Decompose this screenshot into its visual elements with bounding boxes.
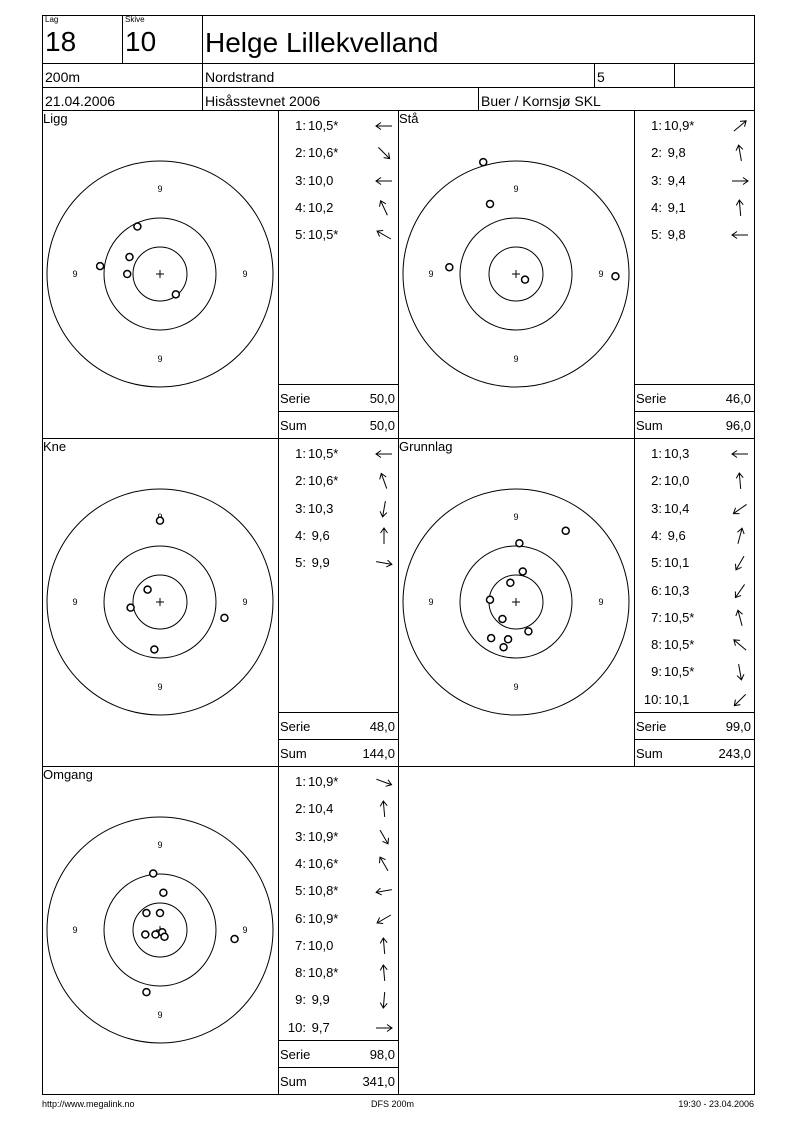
shot-number: 3: bbox=[651, 500, 662, 516]
shot-number: 4: bbox=[651, 199, 662, 215]
shot-hole bbox=[161, 933, 168, 940]
shot-score: 10,5* bbox=[664, 664, 695, 680]
shot-score: 10,6* bbox=[308, 145, 339, 161]
event-name: Hisåsstevnet 2006 bbox=[205, 93, 321, 109]
direction-arrow-icon bbox=[730, 662, 750, 682]
shot-score: 10,9* bbox=[308, 910, 339, 926]
shot-score: 10,3 bbox=[664, 582, 690, 598]
direction-arrow-icon bbox=[730, 171, 750, 191]
shot-hole bbox=[157, 910, 164, 917]
shot-number: 1: bbox=[651, 118, 662, 133]
panel-title: Omgang bbox=[43, 767, 93, 782]
direction-arrow-icon bbox=[374, 990, 394, 1010]
shot-score: 10,5* bbox=[308, 446, 339, 461]
shot-hole bbox=[127, 604, 134, 611]
shot-hole bbox=[172, 291, 179, 298]
shot-number: 5: bbox=[295, 883, 306, 899]
ring-label: 9 bbox=[72, 269, 78, 279]
shot-number: 7: bbox=[295, 937, 306, 953]
direction-arrow-icon bbox=[374, 854, 394, 874]
direction-arrow-icon bbox=[374, 471, 394, 491]
serie-label: Serie bbox=[280, 391, 311, 406]
grid-line bbox=[278, 438, 279, 766]
skive-label: Skive bbox=[125, 15, 145, 24]
shot-score: 10,6* bbox=[308, 473, 339, 489]
shot-score: 10,5* bbox=[664, 637, 695, 653]
serie-value: 46,0 bbox=[725, 391, 751, 406]
sum-label: Sum bbox=[636, 746, 663, 761]
footer-url: http://www.megalink.no bbox=[42, 1099, 135, 1109]
shot-hole bbox=[499, 615, 506, 622]
grid-line bbox=[398, 766, 399, 1094]
shot-hole bbox=[221, 614, 228, 621]
direction-arrow-icon bbox=[730, 198, 750, 218]
shot-score: 9,4 bbox=[664, 172, 686, 188]
shot-hole bbox=[150, 870, 157, 877]
shot-number: 2: bbox=[651, 145, 662, 161]
direction-arrow-icon bbox=[374, 772, 394, 792]
shot-number: 6: bbox=[295, 910, 306, 926]
shot-number: 4: bbox=[651, 527, 662, 543]
shot-number: 4: bbox=[295, 199, 306, 215]
direction-arrow-icon bbox=[730, 444, 750, 464]
grid-line bbox=[278, 411, 398, 412]
direction-arrow-icon bbox=[374, 171, 394, 191]
shot-score: 10,8* bbox=[308, 965, 339, 981]
panel-title: Kne bbox=[43, 439, 67, 454]
grid-line bbox=[398, 766, 755, 767]
shot-number: 3: bbox=[651, 172, 662, 188]
shot-score: 10,4 bbox=[308, 801, 334, 817]
direction-arrow-icon bbox=[374, 827, 394, 847]
sum-label: Sum bbox=[280, 746, 307, 761]
shot-hole bbox=[134, 223, 141, 230]
direction-arrow-icon bbox=[374, 526, 394, 546]
shot-score: 9,1 bbox=[664, 199, 686, 215]
shot-number: 8: bbox=[295, 965, 306, 981]
shot-score: 9,8 bbox=[664, 227, 686, 243]
grid-line bbox=[634, 739, 754, 740]
serie-label: Serie bbox=[636, 391, 667, 406]
footer-class: DFS 200m bbox=[371, 1099, 415, 1109]
serie-label: Serie bbox=[636, 719, 667, 734]
sum-label: Sum bbox=[280, 1074, 307, 1089]
shot-score: 10,4 bbox=[664, 500, 690, 516]
direction-arrow-icon bbox=[730, 225, 750, 245]
shot-number: 2: bbox=[295, 473, 306, 489]
footer-timestamp: 19:30 - 23.04.2006 bbox=[678, 1099, 754, 1109]
shot-number: 5: bbox=[295, 555, 306, 571]
ring-label: 9 bbox=[428, 597, 434, 607]
shot-score: 10,9* bbox=[308, 828, 339, 844]
shot-hole bbox=[152, 931, 159, 938]
lag-label: Lag bbox=[45, 15, 59, 24]
shot-hole bbox=[612, 273, 619, 280]
ring-label: 9 bbox=[157, 354, 163, 364]
shot-score: 10,0 bbox=[308, 937, 334, 953]
serie-value: 98,0 bbox=[369, 1047, 395, 1062]
shot-hole bbox=[519, 568, 526, 575]
direction-arrow-icon bbox=[730, 526, 750, 546]
shot-number: 5: bbox=[295, 227, 306, 243]
target-diagram bbox=[42, 438, 278, 766]
skive-value: 10 bbox=[125, 26, 157, 57]
shot-number: 6: bbox=[651, 582, 662, 598]
shooter-name: Helge Lillekvelland bbox=[205, 27, 439, 58]
ring-label: 9 bbox=[513, 682, 519, 692]
ring-label: 9 bbox=[513, 354, 519, 364]
grid-line bbox=[278, 766, 279, 1094]
direction-arrow-icon bbox=[730, 553, 750, 573]
shot-score: 10,2 bbox=[308, 199, 334, 215]
shot-score: 9,6 bbox=[308, 527, 330, 543]
shot-number: 5: bbox=[651, 227, 662, 243]
direction-arrow-icon bbox=[730, 608, 750, 628]
shot-number: 1: bbox=[295, 446, 306, 461]
shot-number: 1: bbox=[295, 774, 306, 789]
direction-arrow-icon bbox=[374, 881, 394, 901]
shot-number: 2: bbox=[295, 801, 306, 817]
shot-hole bbox=[562, 527, 569, 534]
shot-number: 7: bbox=[651, 609, 662, 625]
event-date: 21.04.2006 bbox=[45, 93, 116, 109]
grid-line bbox=[634, 384, 754, 385]
shot-number: 3: bbox=[295, 500, 306, 516]
shot-hole bbox=[157, 517, 164, 524]
shot-hole bbox=[97, 263, 104, 270]
target-diagram bbox=[398, 110, 634, 438]
shot-hole bbox=[525, 628, 532, 635]
shot-score: 9,8 bbox=[664, 145, 686, 161]
serie-value: 48,0 bbox=[369, 719, 395, 734]
direction-arrow-icon bbox=[374, 499, 394, 519]
shot-number: 1: bbox=[651, 446, 662, 461]
club-name: Nordstrand bbox=[205, 69, 275, 85]
direction-arrow-icon bbox=[730, 143, 750, 163]
shot-hole bbox=[151, 646, 158, 653]
ring-label: 9 bbox=[428, 269, 434, 279]
shot-hole bbox=[500, 644, 507, 651]
shot-hole bbox=[143, 989, 150, 996]
sum-value: 96,0 bbox=[725, 418, 751, 433]
shot-score: 9,9 bbox=[308, 992, 330, 1008]
shot-score: 10,5* bbox=[664, 609, 695, 625]
shot-number: 2: bbox=[295, 145, 306, 161]
grid-line bbox=[754, 110, 755, 438]
direction-arrow-icon bbox=[374, 553, 394, 573]
field-five: 5 bbox=[597, 69, 605, 85]
ring-label: 9 bbox=[513, 184, 519, 194]
grid-line bbox=[278, 384, 398, 385]
direction-arrow-icon bbox=[730, 116, 750, 136]
shot-hole bbox=[480, 159, 487, 166]
shot-hole bbox=[446, 264, 453, 271]
direction-arrow-icon bbox=[374, 799, 394, 819]
shot-hole bbox=[488, 635, 495, 642]
sum-label: Sum bbox=[280, 418, 307, 433]
sum-value: 243,0 bbox=[718, 746, 751, 761]
target-diagram bbox=[42, 110, 278, 438]
shot-number: 5: bbox=[651, 555, 662, 571]
sum-value: 50,0 bbox=[369, 418, 395, 433]
shot-score: 10,3 bbox=[664, 446, 690, 461]
direction-arrow-icon bbox=[374, 225, 394, 245]
sum-label: Sum bbox=[636, 418, 663, 433]
shot-hole bbox=[143, 910, 150, 917]
shot-score: 10,5* bbox=[308, 118, 339, 133]
shot-hole bbox=[505, 636, 512, 643]
grid-line bbox=[634, 438, 635, 766]
ring-label: 9 bbox=[598, 269, 604, 279]
grid-line bbox=[278, 739, 398, 740]
ring-label: 9 bbox=[242, 925, 248, 935]
shot-number: 4: bbox=[295, 855, 306, 871]
direction-arrow-icon bbox=[730, 499, 750, 519]
shot-score: 10,0 bbox=[308, 172, 334, 188]
shot-number: 4: bbox=[295, 527, 306, 543]
shot-number: 9: bbox=[651, 664, 662, 680]
sum-value: 144,0 bbox=[362, 746, 395, 761]
shot-number: 8: bbox=[651, 637, 662, 653]
shot-hole bbox=[231, 936, 238, 943]
direction-arrow-icon bbox=[730, 471, 750, 491]
shot-number: 3: bbox=[295, 172, 306, 188]
direction-arrow-icon bbox=[374, 963, 394, 983]
grid-line bbox=[634, 411, 754, 412]
direction-arrow-icon bbox=[374, 116, 394, 136]
ring-label: 9 bbox=[72, 925, 78, 935]
shot-score: 10,3 bbox=[308, 500, 334, 516]
shot-score: 9,6 bbox=[664, 527, 686, 543]
shot-number: 10: bbox=[287, 1019, 306, 1035]
serie-label: Serie bbox=[280, 1047, 311, 1062]
shot-hole bbox=[516, 540, 523, 547]
grid-line bbox=[278, 1067, 398, 1068]
ring-label: 9 bbox=[157, 682, 163, 692]
shot-hole bbox=[160, 889, 167, 896]
shot-number: 10: bbox=[643, 691, 662, 707]
grid-line bbox=[278, 712, 398, 713]
serie-value: 50,0 bbox=[369, 391, 395, 406]
ring-label: 9 bbox=[242, 597, 248, 607]
serie-label: Serie bbox=[280, 719, 311, 734]
shot-score: 10,0 bbox=[664, 473, 690, 489]
direction-arrow-icon bbox=[374, 444, 394, 464]
direction-arrow-icon bbox=[374, 936, 394, 956]
direction-arrow-icon bbox=[374, 1018, 394, 1038]
grid-line bbox=[278, 1040, 398, 1041]
ring-label: 9 bbox=[157, 1010, 163, 1020]
distance: 200m bbox=[45, 69, 81, 85]
shot-score: 10,5* bbox=[308, 227, 339, 243]
target-diagram bbox=[42, 766, 278, 1094]
ring-label: 9 bbox=[242, 269, 248, 279]
shot-hole bbox=[522, 276, 529, 283]
shot-score: 10,6* bbox=[308, 855, 339, 871]
ring-label: 9 bbox=[513, 512, 519, 522]
shot-score: 9,9 bbox=[308, 555, 330, 571]
ring-label: 9 bbox=[598, 597, 604, 607]
shot-number: 1: bbox=[295, 118, 306, 133]
grid-line bbox=[634, 110, 635, 438]
direction-arrow-icon bbox=[374, 198, 394, 218]
target-diagram bbox=[398, 438, 634, 766]
shot-hole bbox=[142, 931, 149, 938]
panel-title: Stå bbox=[399, 111, 419, 126]
shot-score: 10,9* bbox=[664, 118, 695, 133]
shot-score: 9,7 bbox=[308, 1019, 330, 1035]
direction-arrow-icon bbox=[730, 690, 750, 710]
shot-number: 2: bbox=[651, 473, 662, 489]
shot-hole bbox=[487, 596, 494, 603]
grid-line bbox=[278, 110, 279, 438]
direction-arrow-icon bbox=[730, 635, 750, 655]
shot-hole bbox=[507, 579, 514, 586]
shot-hole bbox=[126, 254, 133, 261]
serie-value: 99,0 bbox=[725, 719, 751, 734]
organizer: Buer / Kornsjø SKL bbox=[481, 93, 601, 109]
grid-line bbox=[754, 438, 755, 766]
ring-label: 9 bbox=[72, 597, 78, 607]
ring-label: 9 bbox=[157, 184, 163, 194]
shot-number: 9: bbox=[295, 992, 306, 1008]
shot-score: 10,8* bbox=[308, 883, 339, 899]
ring-label: 9 bbox=[157, 840, 163, 850]
shot-score: 10,1 bbox=[664, 555, 690, 571]
direction-arrow-icon bbox=[374, 143, 394, 163]
panel-title: Ligg bbox=[43, 111, 68, 126]
shot-hole bbox=[487, 200, 494, 207]
shot-hole bbox=[124, 271, 131, 278]
direction-arrow-icon bbox=[730, 581, 750, 601]
shot-score: 10,1 bbox=[664, 691, 690, 707]
direction-arrow-icon bbox=[374, 909, 394, 929]
grid-line bbox=[634, 712, 754, 713]
shot-score: 10,9* bbox=[308, 774, 339, 789]
shot-hole bbox=[144, 586, 151, 593]
shot-number: 3: bbox=[295, 828, 306, 844]
panel-title: Grunnlag bbox=[399, 439, 453, 454]
sum-value: 341,0 bbox=[362, 1074, 395, 1089]
lag-value: 18 bbox=[45, 26, 77, 57]
